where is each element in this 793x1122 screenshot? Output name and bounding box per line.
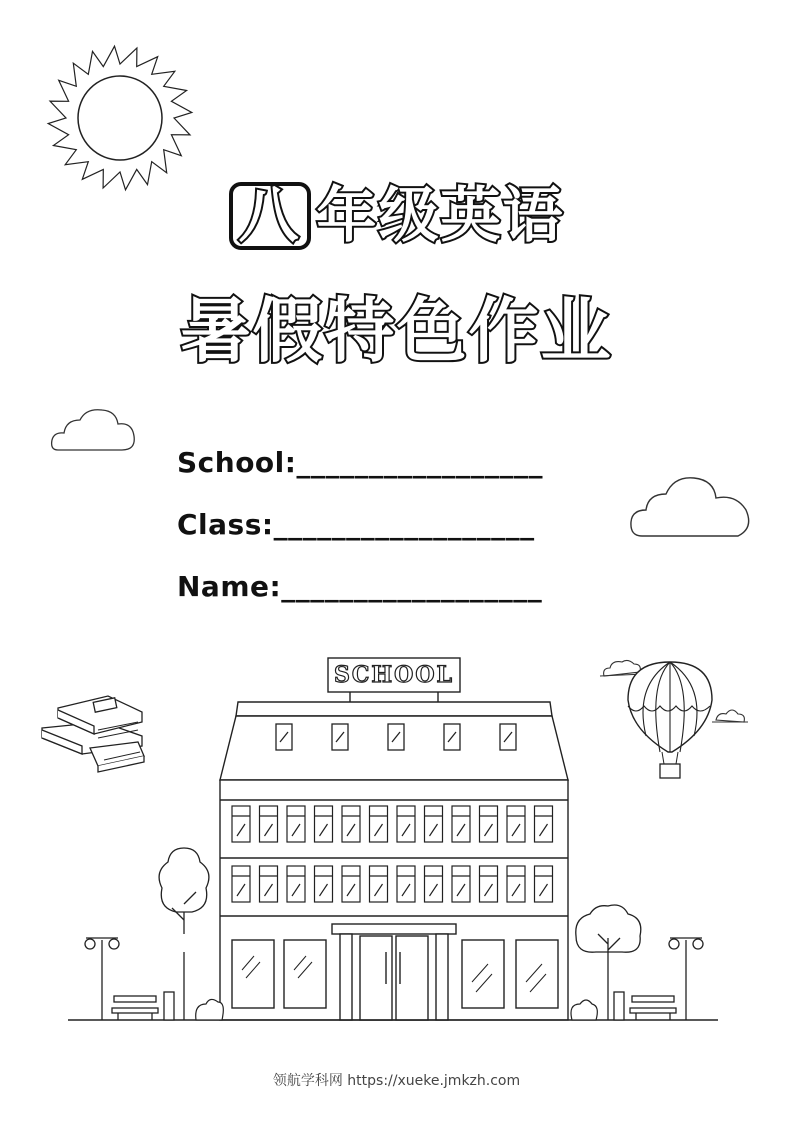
footer-watermark: 领航学科网 https://xueke.jmkzh.com — [272, 1073, 521, 1089]
school-blank[interactable]: _________________ — [296, 446, 543, 479]
building-window — [507, 866, 525, 902]
building-window — [535, 806, 553, 842]
cloud-icon — [48, 402, 138, 454]
building-window — [452, 806, 470, 842]
school-building-icon — [60, 652, 725, 1024]
building-window — [397, 806, 415, 842]
building-window — [397, 866, 415, 902]
building-window — [342, 866, 360, 902]
grade-badge: 八 — [229, 182, 311, 250]
title-line-2 — [0, 275, 793, 376]
school-label: School: — [177, 446, 297, 479]
building-window — [287, 866, 305, 902]
cloud-icon — [628, 468, 753, 540]
class-field — [177, 508, 535, 541]
building-window — [342, 806, 360, 842]
bench-icon — [112, 992, 174, 1020]
building-window — [370, 866, 388, 902]
title-line-1 — [0, 168, 793, 254]
bench-icon — [614, 992, 676, 1020]
building-window — [260, 866, 278, 902]
building-window — [260, 806, 278, 842]
title-subject: 年级英语 — [316, 181, 565, 251]
name-label: Name: — [177, 570, 282, 603]
building-window — [425, 866, 443, 902]
building-window — [535, 866, 553, 902]
title-main: 暑假特色作业 — [180, 290, 613, 372]
building-window — [480, 806, 498, 842]
building-window — [480, 866, 498, 902]
building-window — [315, 866, 333, 902]
building-window — [315, 806, 333, 842]
name-field — [177, 570, 542, 603]
building-window — [232, 866, 250, 902]
building-window — [507, 806, 525, 842]
building-window — [425, 806, 443, 842]
class-blank[interactable]: __________________ — [273, 508, 535, 541]
school-field — [177, 446, 543, 479]
class-label: Class: — [177, 508, 274, 541]
building-window — [452, 866, 470, 902]
building-window — [370, 806, 388, 842]
building-window — [287, 806, 305, 842]
building-window — [232, 806, 250, 842]
school-sign-text: SCHOOL — [334, 662, 454, 688]
name-blank[interactable]: __________________ — [281, 570, 543, 603]
